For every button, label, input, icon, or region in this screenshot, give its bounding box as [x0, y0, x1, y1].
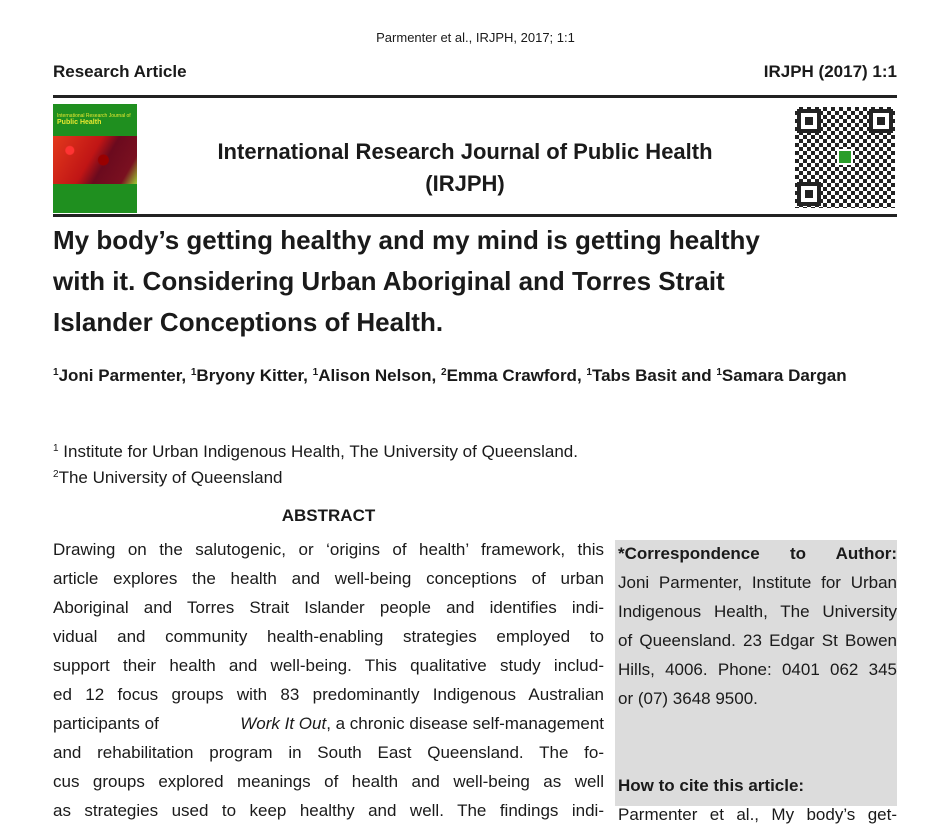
correspondence-line: Indigenous Health, The University	[618, 602, 897, 621]
title-line: Islander Conceptions of Health.	[53, 307, 444, 337]
article-title	[53, 220, 913, 343]
affiliation: $^2$The University of Queensland	[53, 468, 283, 487]
correspondence-line: of Queensland. 23 Edgar St Bowen	[618, 631, 897, 650]
author: $^1$Samara Dargan	[716, 366, 847, 385]
correspondence-sidebar	[615, 540, 897, 824]
correspondence-heading: *Correspondence to Author:	[618, 544, 897, 563]
cite-heading: How to cite this article:	[618, 776, 805, 795]
abstract-line: article explores the health and well-being conceptions of urban	[53, 569, 604, 588]
journal-cover-image	[53, 104, 137, 213]
cover-fruit-photo	[53, 136, 137, 184]
author: $^1$Alison Nelson,	[312, 366, 437, 385]
abstract-line: Aboriginal and Torres Strait Islander people and identifies indi-	[53, 598, 604, 617]
journal-title-line2: (IRJPH)	[425, 171, 505, 196]
abstract-line: and rehabilitation program in South East Queensland. The fo-	[53, 743, 604, 762]
cover-title-line2: Public Health	[57, 119, 102, 126]
author: $^1$Joni Parmenter,	[53, 366, 187, 385]
abstract-line: ed 12 focus groups with 83 predominantly Indigenous Australian	[53, 685, 604, 704]
correspondence-line: Hills, 4006. Phone: 0401 062 345	[618, 660, 897, 679]
abstract-line: Drawing on the salutogenic, or ‘origins of health’ framework, this	[53, 540, 604, 559]
article-type: Research Article	[53, 62, 187, 81]
cite-line: Parmenter et al., My body’s get-	[618, 805, 897, 824]
running-header: Parmenter et al., IRJPH, 2017; 1:1	[376, 30, 575, 45]
qr-logo-icon	[837, 149, 853, 165]
abstract-line: participants of Work It Out, a chronic disease self-management	[53, 714, 604, 733]
title-line: with it. Considering Urban Aboriginal and Torres Strait	[53, 266, 725, 296]
abstract-line: cus groups explored meanings of health and well-being as well	[53, 772, 604, 791]
abstract-line: vidual and community health-enabling strategies employed to	[53, 627, 604, 646]
abstract-line: support their health and well-being. This qualitative study includ-	[53, 656, 604, 675]
journal-reference: IRJPH (2017) 1:1	[763, 62, 897, 81]
author: $^2$Emma Crawford,	[441, 366, 582, 385]
journal-title	[140, 136, 790, 200]
author-list	[53, 363, 897, 388]
title-line: My body’s getting healthy and my mind is getting healthy	[53, 225, 760, 255]
abstract-body	[53, 535, 604, 825]
author: $^1$Bryony Kitter,	[190, 366, 308, 385]
journal-title-line1: International Research Journal of Public Health	[217, 139, 713, 164]
qr-code	[795, 107, 895, 208]
correspondence-line: or (07) 3648 9500.	[618, 689, 758, 708]
author: $^1$Tabs Basit and	[586, 366, 712, 385]
affiliation: $^1$ Institute for Urban Indigenous Health, The University of Queensland.	[53, 442, 578, 461]
abstract-line: as strategies used to keep healthy and well. The findings indi-	[53, 801, 604, 820]
header-rule-bottom	[53, 214, 897, 217]
abstract-heading: ABSTRACT	[281, 506, 376, 525]
cover-title-line1: International Research Journal of	[57, 113, 131, 119]
header-rule-top	[53, 95, 897, 98]
correspondence-line: Joni Parmenter, Institute for Urban	[618, 573, 897, 592]
